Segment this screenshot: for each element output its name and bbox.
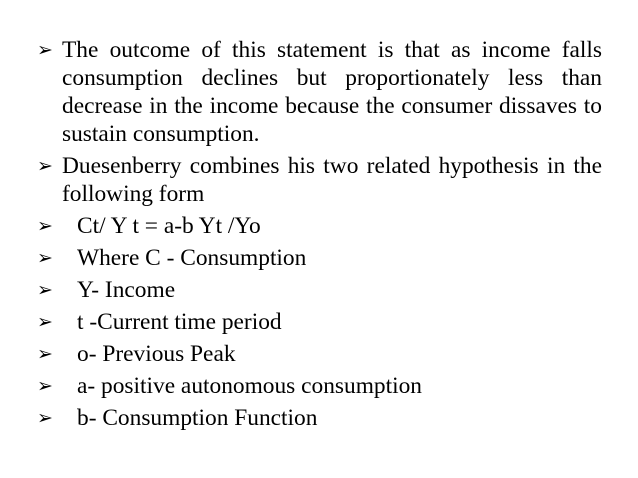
bullet-text: Where C - Consumption [77, 245, 307, 271]
bullet-text: o- Previous Peak [77, 341, 236, 367]
bullet-text: The outcome of this statement is that as income falls consumption declines but proportionately less than decrease in the income because the consumer dissaves to sustain consumption. [62, 37, 602, 147]
bullet-item [37, 404, 602, 432]
bullet-item [37, 276, 602, 304]
arrow-bullet-icon: ➢ [37, 375, 53, 397]
arrow-bullet-icon: ➢ [37, 311, 53, 333]
bullet-text: b- Consumption Function [77, 405, 318, 431]
bullet-item [37, 340, 602, 368]
bullet-text: Ct/ Y t = a-b Yt /Yo [77, 213, 261, 239]
bullet-text: Y- Income [77, 277, 176, 303]
arrow-bullet-icon: ➢ [37, 343, 53, 365]
arrow-bullet-icon: ➢ [37, 247, 53, 269]
arrow-bullet-icon: ➢ [37, 407, 53, 429]
arrow-bullet-icon: ➢ [37, 39, 53, 61]
bullet-text: a- positive autonomous consumption [77, 373, 422, 399]
bullet-item [37, 212, 602, 240]
bullet-item [37, 152, 602, 208]
bullet-text: Duesenberry combines his two related hypothesis in the following form [62, 153, 602, 207]
arrow-bullet-icon: ➢ [37, 155, 53, 177]
bullet-item [37, 244, 602, 272]
bullet-list [37, 36, 602, 436]
bullet-text: t -Current time period [77, 309, 282, 335]
bullet-item [37, 308, 602, 336]
arrow-bullet-icon: ➢ [37, 215, 53, 237]
bullet-item [37, 36, 602, 148]
arrow-bullet-icon: ➢ [37, 279, 53, 301]
bullet-item [37, 372, 602, 400]
